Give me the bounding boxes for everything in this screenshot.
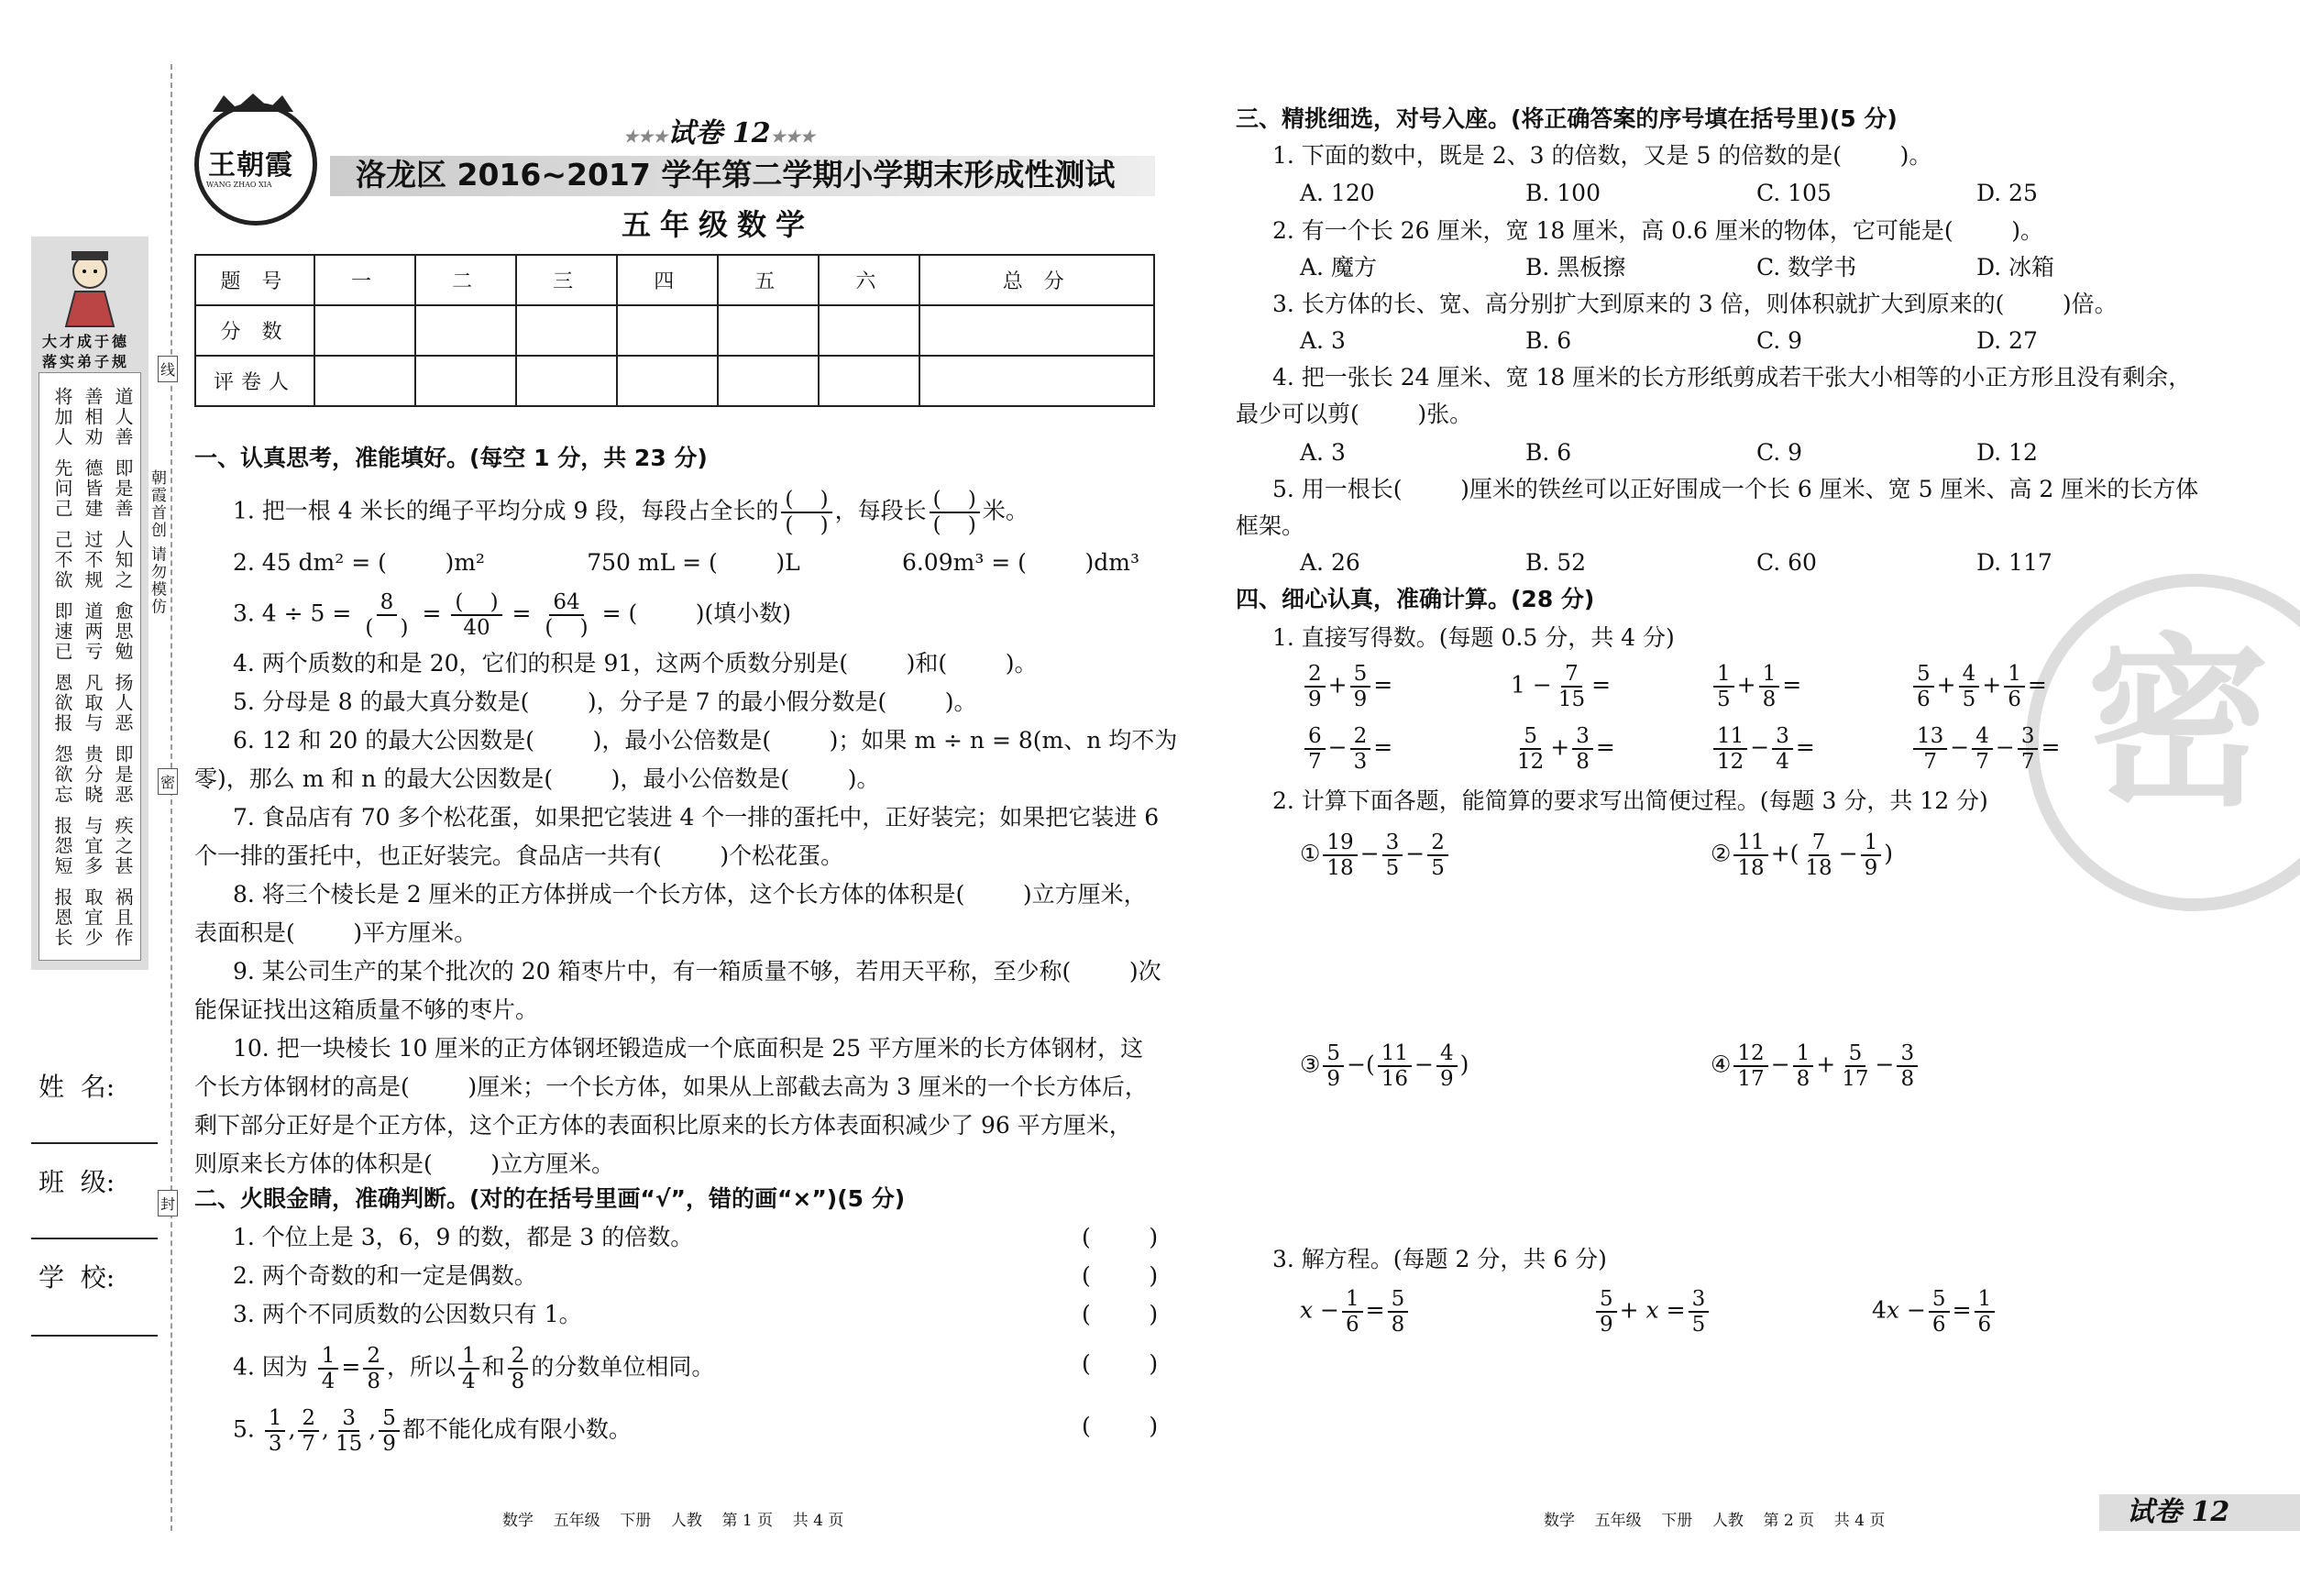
judge-item-4: 4. 因为 $\frac{1}{4}$ = $\frac{2}{8}$ ，所以 $\frac{1}{4}$ 和 $\frac{2}{8}$ 的分数单位相同。 bbox=[233, 1344, 715, 1393]
equation-3: 4x − $\frac{5}{6}$ = $\frac{1}{6}$ bbox=[1872, 1287, 1997, 1337]
question-1-5: 5. 分母是 8 的最大真分数是( )，分子是 7 的最小假分数是( )。 bbox=[233, 688, 977, 715]
proverb-column: 过不规 bbox=[82, 530, 104, 590]
question-1-7b: 个一排的蛋托中，也正好装完。食品店一共有( )个松花蛋。 bbox=[194, 842, 844, 869]
proverb-column: 道人善 bbox=[112, 387, 134, 447]
q-text: 4. 因为 bbox=[233, 1353, 308, 1381]
q-text: 都不能化成有限小数。 bbox=[402, 1415, 632, 1443]
section-1-title: 一、认真思考，准能填好。(每空 1 分，共 23 分) bbox=[194, 445, 708, 471]
choice-option[interactable]: D. 27 bbox=[1976, 327, 2038, 354]
table-header: 一 bbox=[314, 255, 415, 305]
proverb-column: 扬人恶 bbox=[112, 673, 134, 733]
question-1-8a: 8. 将三个棱长是 2 厘米的正方体拼成一个长方体，这个长方体的体积是( )立方厘米， bbox=[233, 881, 1147, 908]
page-footer-right: 数学 五年级 下册 人教 第 2 页 共 4 页 bbox=[1544, 1512, 1886, 1530]
question-1-8b: 表面积是( )平方厘米。 bbox=[194, 919, 478, 946]
cut-mark-1: 线 bbox=[158, 356, 178, 382]
cut-mark-2: 密 bbox=[158, 768, 178, 795]
q-text: = ( )(填小数) bbox=[601, 600, 792, 627]
choice-option[interactable]: A. 120 bbox=[1300, 180, 1375, 206]
question-1-6a: 6. 12 和 20 的最大公因数是( )，最小公倍数是( )；如果 m ÷ n = 8(m、n 均不为 bbox=[233, 727, 1178, 754]
table-header: 题 号 bbox=[195, 255, 314, 305]
choice-question-4a: 4. 把一张长 24 厘米、宽 18 厘米的长方形纸剪成若干张大小相等的小正方形且没有剩余， bbox=[1272, 364, 2192, 391]
proverb-column: 将加人 bbox=[51, 387, 73, 447]
crown-ornament-icon bbox=[209, 92, 297, 114]
question-1-7a: 7. 食品店有 70 多个松花蛋，如果把它装进 4 个一排的蛋托中，正好装完；如果把它装进 6 bbox=[233, 804, 1160, 831]
choice-option[interactable]: B. 6 bbox=[1525, 439, 1572, 466]
question-1-9a: 9. 某公司生产的某个批次的 20 箱枣片中，有一箱质量不够，若用天平称，至少称( )次 bbox=[233, 958, 1161, 985]
grader-cell[interactable] bbox=[718, 356, 819, 406]
equation-1: x − $\frac{1}{6}$ = $\frac{5}{8}$ bbox=[1300, 1287, 1411, 1337]
score-row bbox=[195, 305, 1154, 356]
judge-item: 2. 两个奇数的和一定是偶数。 bbox=[233, 1262, 537, 1289]
proverb-column: 与宜多 bbox=[82, 816, 104, 876]
proverb-column: 怨欲忘 bbox=[51, 744, 73, 805]
oral-calc-item: $\frac{5}{6}$ + $\frac{4}{5}$ + $\frac{1}{6}$ = bbox=[1910, 662, 2047, 711]
watermark-stamp-glyph: 密 bbox=[2086, 616, 2271, 831]
choice-option[interactable]: D. 25 bbox=[1976, 180, 2038, 206]
fraction: $\frac{8}{( )}$ bbox=[365, 590, 409, 640]
score-cell[interactable] bbox=[617, 305, 718, 356]
simplify-calc-2: ② $\frac{11}{18}$ +( $\frac{7}{18}$ − $\frac{1}{9}$ ) bbox=[1711, 831, 1894, 880]
q-text: 米。 bbox=[982, 497, 1029, 524]
q-text: 和 bbox=[481, 1353, 505, 1381]
oral-calc-item: 1 − $\frac{7}{15}$ = bbox=[1511, 662, 1612, 711]
footer-paper-tag: 试卷 12 bbox=[2127, 1496, 2230, 1528]
proverb-column: 凡取与 bbox=[82, 673, 104, 733]
choice-question-4b: 最少可以剪( )张。 bbox=[1236, 401, 1473, 427]
choice-option[interactable]: A. 26 bbox=[1300, 549, 1360, 576]
question-1-10a: 10. 把一块棱长 10 厘米的正方体钢坯锻造成一个底面积是 25 平方厘米的长方体钢材，这 bbox=[233, 1035, 1144, 1062]
judge-answer-paren[interactable]: ( ) bbox=[1082, 1350, 1159, 1377]
oral-calc-item: $\frac{5}{12}$ + $\frac{3}{8}$ = bbox=[1517, 724, 1615, 774]
grader-row bbox=[195, 356, 1154, 406]
class-field[interactable] bbox=[31, 1238, 158, 1239]
choice-question-3: 3. 长方体的长、宽、高分别扩大到原来的 3 倍，则体积就扩大到原来的( )倍。 bbox=[1272, 291, 2118, 317]
score-cell[interactable] bbox=[819, 305, 919, 356]
proverb-column: 即是善 bbox=[112, 458, 134, 519]
section-4-title: 四、细心认真，准确计算。(28 分) bbox=[1236, 586, 1595, 612]
motto-line-1: 大才成于德 bbox=[42, 333, 130, 350]
choice-option[interactable]: A. 3 bbox=[1300, 439, 1346, 466]
proverb-column: 即速已 bbox=[51, 601, 73, 662]
question-1-6b: 零)，那么 m 和 n 的最大公因数是( )，最小公倍数是( )。 bbox=[194, 765, 880, 792]
choice-option[interactable]: A. 3 bbox=[1300, 327, 1346, 354]
sidebar-motto-panel bbox=[31, 237, 149, 970]
choice-question-1: 1. 下面的数中，既是 2、3 的倍数，又是 5 的倍数的是( )。 bbox=[1272, 142, 1932, 169]
page-fold-line bbox=[171, 64, 172, 1531]
exam-title: 洛龙区 2016~2017 学年第二学期小学期末形成性测试 bbox=[356, 157, 1116, 193]
score-cell[interactable] bbox=[415, 305, 516, 356]
question-1-1 bbox=[233, 488, 1029, 537]
grader-cell[interactable] bbox=[516, 356, 617, 406]
q-text: ，每段长 bbox=[834, 497, 927, 524]
choice-option[interactable]: B. 100 bbox=[1525, 180, 1601, 206]
proverb-column: 疾之甚 bbox=[112, 816, 134, 876]
q-text: 的分数单位相同。 bbox=[531, 1353, 715, 1381]
choice-option[interactable]: C. 60 bbox=[1756, 549, 1817, 576]
score-table bbox=[194, 254, 1155, 407]
q-text: 3. 4 ÷ 5 = bbox=[233, 600, 352, 627]
choice-option[interactable]: D. 117 bbox=[1976, 549, 2052, 576]
question-1-9b: 能保证找出这箱质量不够的枣片。 bbox=[194, 996, 539, 1023]
answer-fraction[interactable]: $\frac{( )}{( )}$ bbox=[781, 488, 831, 537]
fraction[interactable]: $\frac{( )}{40}$ bbox=[451, 590, 501, 640]
answer-fraction[interactable]: $\frac{( )}{( )}$ bbox=[930, 488, 980, 537]
proverb-column: 善相劝 bbox=[82, 387, 104, 447]
proverb-column: 道两亏 bbox=[82, 601, 104, 662]
proverb-column: 祸且作 bbox=[112, 887, 134, 948]
school-field[interactable] bbox=[31, 1335, 158, 1337]
score-cell[interactable] bbox=[718, 305, 819, 356]
choice-option[interactable]: C. 105 bbox=[1756, 180, 1832, 206]
table-header: 五 bbox=[718, 255, 819, 305]
oral-calc-item: $\frac{1}{5}$ + $\frac{1}{8}$ = bbox=[1711, 662, 1801, 711]
oral-calc-item: $\frac{2}{9}$ + $\frac{5}{9}$ = bbox=[1302, 662, 1392, 711]
score-cell[interactable] bbox=[516, 305, 617, 356]
simplify-calc-1: ① $\frac{19}{18}$ − $\frac{3}{5}$ − $\frac{2}{5}$ bbox=[1300, 831, 1451, 880]
scholar-figure-icon bbox=[48, 244, 132, 328]
equation-2: $\frac{5}{9}$ + x = $\frac{3}{5}$ bbox=[1593, 1287, 1711, 1337]
choice-question-5a: 5. 用一根长( )厘米的铁丝可以正好围成一个长 6 厘米、宽 5 厘米、高 2 厘米的长方体 bbox=[1272, 476, 2199, 502]
cut-mark-3: 封 bbox=[158, 1190, 178, 1216]
school-label: 学 校: bbox=[39, 1262, 116, 1293]
choice-question-5b: 框架。 bbox=[1236, 512, 1305, 539]
fraction[interactable]: $\frac{64}{( )}$ bbox=[545, 590, 589, 640]
question-1-10c: 剩下部分正好是个正方体，这个正方体的表面积比原来的长方体表面积减少了 96 平方厘米， bbox=[194, 1112, 1132, 1139]
judge-answer-paren[interactable]: ( ) bbox=[1082, 1224, 1159, 1250]
simplify-calc-3: ③ $\frac{5}{9}$ −( $\frac{11}{16}$ − $\frac{4}{9}$ ) bbox=[1300, 1041, 1469, 1091]
choice-option[interactable]: C. 数学书 bbox=[1756, 254, 1857, 281]
question-1-4: 4. 两个质数的和是 20，它们的积是 91，这两个质数分别是( )和( )。 bbox=[233, 650, 1038, 677]
score-table-header-row bbox=[195, 255, 1154, 305]
question-1-10d: 则原来长方体的体积是( )立方厘米。 bbox=[194, 1150, 615, 1177]
grader-cell[interactable] bbox=[819, 356, 919, 406]
choice-option[interactable]: D. 12 bbox=[1976, 439, 2038, 466]
choice-option[interactable]: B. 6 bbox=[1525, 327, 1572, 354]
q-text: ，所以 bbox=[387, 1353, 457, 1381]
question-1-10b: 个长方体钢材的高是( )厘米；一个长方体，如果从上部截去高为 3 厘米的一个长方体后， bbox=[194, 1073, 1148, 1100]
class-label: 班 级: bbox=[39, 1167, 116, 1197]
proverb-grid bbox=[44, 376, 136, 953]
calc-part-2-title: 2. 计算下面各题，能简算的要求写出简便过程。(每题 3 分，共 12 分) bbox=[1272, 787, 1988, 814]
logo-text: 王朝霞 bbox=[208, 149, 293, 182]
choice-option[interactable]: D. 冰箱 bbox=[1976, 254, 2055, 281]
paper-number: ★★★试卷 12★★★ bbox=[623, 117, 816, 149]
choice-option[interactable]: C. 9 bbox=[1756, 439, 1803, 466]
choice-option[interactable]: A. 魔方 bbox=[1300, 254, 1377, 281]
calc-part-1-title: 1. 直接写得数。(每题 0.5 分，共 4 分) bbox=[1272, 624, 1675, 651]
choice-question-2: 2. 有一个长 26 厘米，宽 18 厘米，高 0.6 厘米的物体，它可能是( )。 bbox=[1272, 217, 2043, 244]
table-header: 六 bbox=[819, 255, 919, 305]
proverb-column: 先问己 bbox=[51, 458, 73, 519]
judge-item: 1. 个位上是 3，6，9 的数，都是 3 的倍数。 bbox=[233, 1224, 694, 1250]
oral-calc-item: $\frac{13}{7}$ − $\frac{4}{7}$ − $\frac{3}{7}$ = bbox=[1910, 724, 2060, 774]
table-header: 三 bbox=[516, 255, 617, 305]
q-text: 5. bbox=[233, 1415, 255, 1443]
choice-option[interactable]: C. 9 bbox=[1756, 327, 1803, 354]
proverb-column: 报怨短 bbox=[51, 816, 73, 876]
page-footer-left: 数学 五年级 下册 人教 第 1 页 共 4 页 bbox=[502, 1512, 844, 1530]
proverb-column: 愈思勉 bbox=[112, 601, 134, 662]
logo-subtext: WANG ZHAO XIA bbox=[206, 181, 272, 189]
choice-option[interactable]: B. 52 bbox=[1525, 549, 1587, 576]
table-header: 总 分 bbox=[919, 255, 1154, 305]
judge-answer-paren[interactable]: ( ) bbox=[1082, 1301, 1159, 1327]
row-label: 评卷人 bbox=[195, 356, 314, 406]
question-1-3: 3. 4 ÷ 5 = $\frac{8}{( )}$ = $\frac{( )}{40}$ = $\frac{64}{( )}$ = ( )(填小数) bbox=[233, 590, 792, 640]
judge-answer-paren[interactable]: ( ) bbox=[1082, 1413, 1159, 1439]
proverb-column: 人知之 bbox=[112, 530, 134, 590]
copyright-notice: 朝霞首创 请勿模仿 bbox=[148, 469, 166, 616]
proverb-column: 报恩长 bbox=[51, 887, 73, 948]
table-header: 四 bbox=[617, 255, 718, 305]
grader-cell[interactable] bbox=[617, 356, 718, 406]
name-label: 姓 名: bbox=[39, 1072, 116, 1102]
section-3-title: 三、精挑细选，对号入座。(将正确答案的序号填在括号里)(5 分) bbox=[1236, 105, 1898, 132]
row-label: 分 数 bbox=[195, 305, 314, 356]
question-1-2: 2. 45 dm² = ( )m² 750 mL = ( )L 6.09m³ = ( )dm³ bbox=[233, 549, 1139, 576]
calc-part-3-title: 3. 解方程。(每题 2 分，共 6 分) bbox=[1272, 1246, 1607, 1272]
proverb-column: 取宜少 bbox=[82, 887, 104, 948]
judge-answer-paren[interactable]: ( ) bbox=[1082, 1262, 1159, 1289]
judge-item-5: 5. $\frac{1}{3}$ , $\frac{2}{7}$ , $\frac{3}{15}$ , $\frac{5}{9}$ 都不能化成有限小数。 bbox=[233, 1406, 632, 1456]
motto-line-2: 落实弟子规 bbox=[42, 353, 130, 370]
grader-cell[interactable] bbox=[415, 356, 516, 406]
simplify-calc-4: ④ $\frac{12}{17}$ − $\frac{1}{8}$ + $\frac{5}{17}$ − $\frac{3}{8}$ bbox=[1711, 1041, 1920, 1091]
oral-calc-item: $\frac{6}{7}$ − $\frac{2}{3}$ = bbox=[1302, 724, 1392, 774]
paper-number-text: 试卷 12 bbox=[667, 117, 771, 149]
proverb-column: 即是恶 bbox=[112, 744, 134, 805]
proverb-column: 德皆建 bbox=[82, 458, 104, 519]
proverb-column: 恩欲报 bbox=[51, 673, 73, 733]
grader-cell[interactable] bbox=[919, 356, 1154, 406]
section-2-title: 二、火眼金睛，准确判断。(对的在括号里画“√”，错的画“×”)(5 分) bbox=[194, 1185, 906, 1212]
grader-cell[interactable] bbox=[314, 356, 415, 406]
choice-option[interactable]: B. 黑板擦 bbox=[1525, 254, 1626, 281]
oral-calc-item: $\frac{11}{12}$ − $\frac{3}{4}$ = bbox=[1711, 724, 1815, 774]
score-cell[interactable] bbox=[919, 305, 1154, 356]
exam-subtitle: 五年级数学 bbox=[622, 207, 815, 242]
name-field[interactable] bbox=[31, 1142, 158, 1144]
proverb-column: 己不欲 bbox=[51, 530, 73, 590]
q-text: 1. 把一根 4 米长的绳子平均分成 9 段，每段占全长的 bbox=[233, 497, 779, 524]
table-header: 二 bbox=[415, 255, 516, 305]
logo-badge bbox=[194, 103, 317, 226]
judge-item: 3. 两个不同质数的公因数只有 1。 bbox=[233, 1301, 582, 1327]
score-cell[interactable] bbox=[314, 305, 415, 356]
proverb-column: 贵分晓 bbox=[82, 744, 104, 805]
